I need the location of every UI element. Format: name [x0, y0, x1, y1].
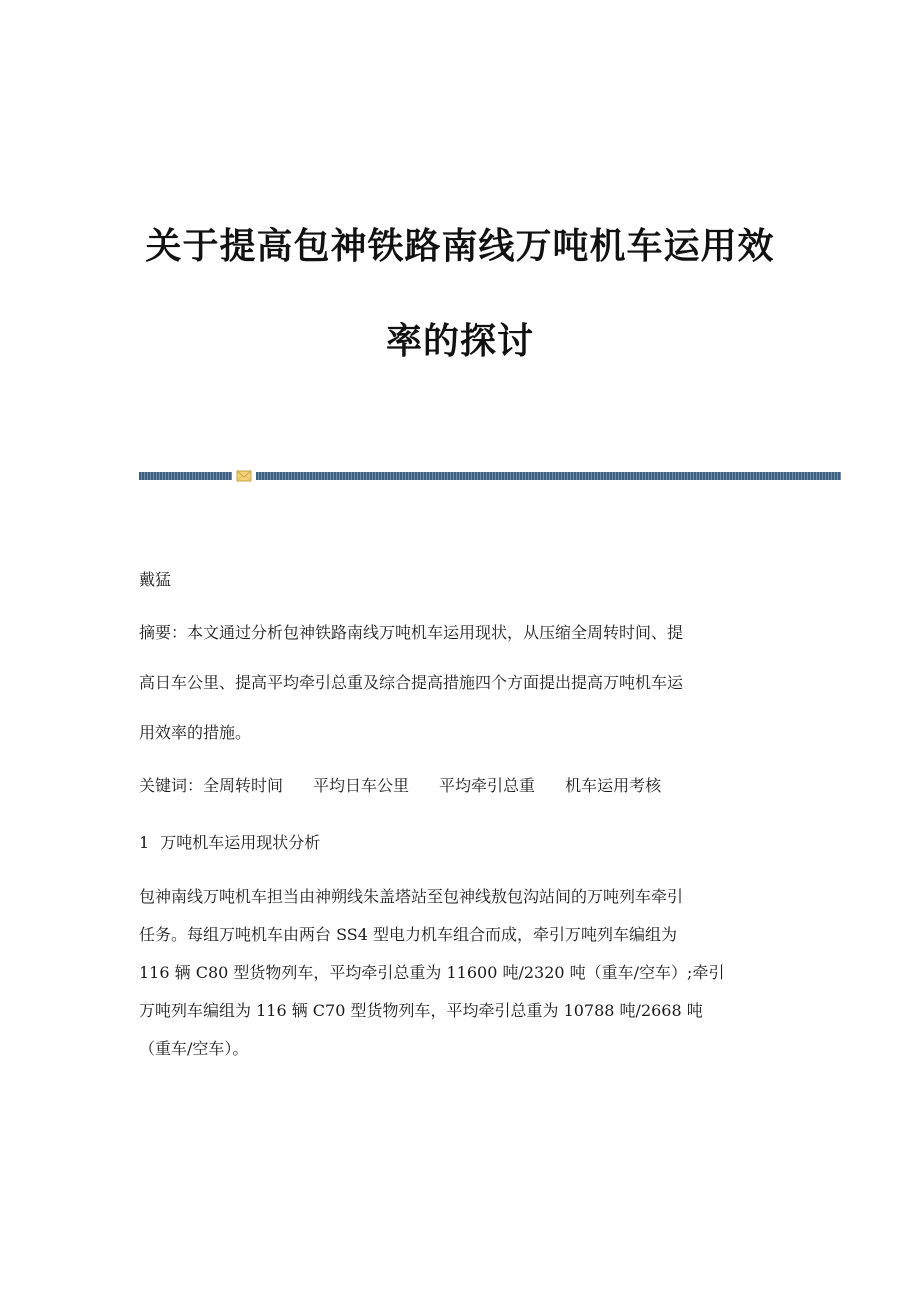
title-divider — [139, 468, 841, 484]
body-line: 包神南线万吨机车担当由神朔线朱盖塔站至包神线敖包沟站间的万吨列车牵引 — [139, 887, 684, 906]
abstract-line: 高日车公里、提高平均牵引总重及综合提高措施四个方面提出提高万吨机车运 — [139, 673, 684, 692]
keyword-item: 平均牵引总重 — [439, 776, 536, 795]
abstract — [139, 621, 779, 771]
section-number: 1 — [139, 833, 150, 852]
author-name: 戴猛 — [139, 570, 172, 589]
abstract-line: 用效率的措施。 — [139, 723, 252, 742]
envelope-icon — [236, 468, 252, 484]
section-title: 万吨机车运用现状分析 — [160, 833, 321, 852]
divider-bar-left — [139, 472, 232, 480]
body-line: 116 辆 C80 型货物列车，平均牵引总重为 11600 吨/2320 吨（重车/空车）;牵引 — [139, 963, 725, 982]
divider-bar-right — [256, 472, 841, 480]
abstract-line: 摘要：本文通过分析包神铁路南线万吨机车运用现状，从压缩全周转时间、提 — [139, 623, 684, 642]
keyword-item: 平均日车公里 — [313, 776, 410, 795]
document-title-line-1: 关于提高包神铁路南线万吨机车运用效 — [145, 226, 775, 267]
document-title-line-2: 率的探讨 — [385, 321, 534, 362]
body-line: 万吨列车编组为 116 辆 C70 型货物列车，平均牵引总重为 10788 吨/2668 吨 — [139, 1001, 703, 1020]
keywords — [139, 774, 779, 798]
body-line: 任务。每组万吨机车由两台 SS4 型电力机车组合而成，牵引万吨列车编组为 — [139, 925, 677, 944]
body-line: （重车/空车）。 — [139, 1039, 249, 1058]
body-paragraph — [139, 885, 779, 1075]
keyword-item: 机车运用考核 — [565, 776, 662, 795]
keyword-item: 全周转时间 — [203, 776, 284, 795]
section-heading — [139, 831, 779, 855]
keywords-label: 关键词： — [139, 776, 204, 795]
